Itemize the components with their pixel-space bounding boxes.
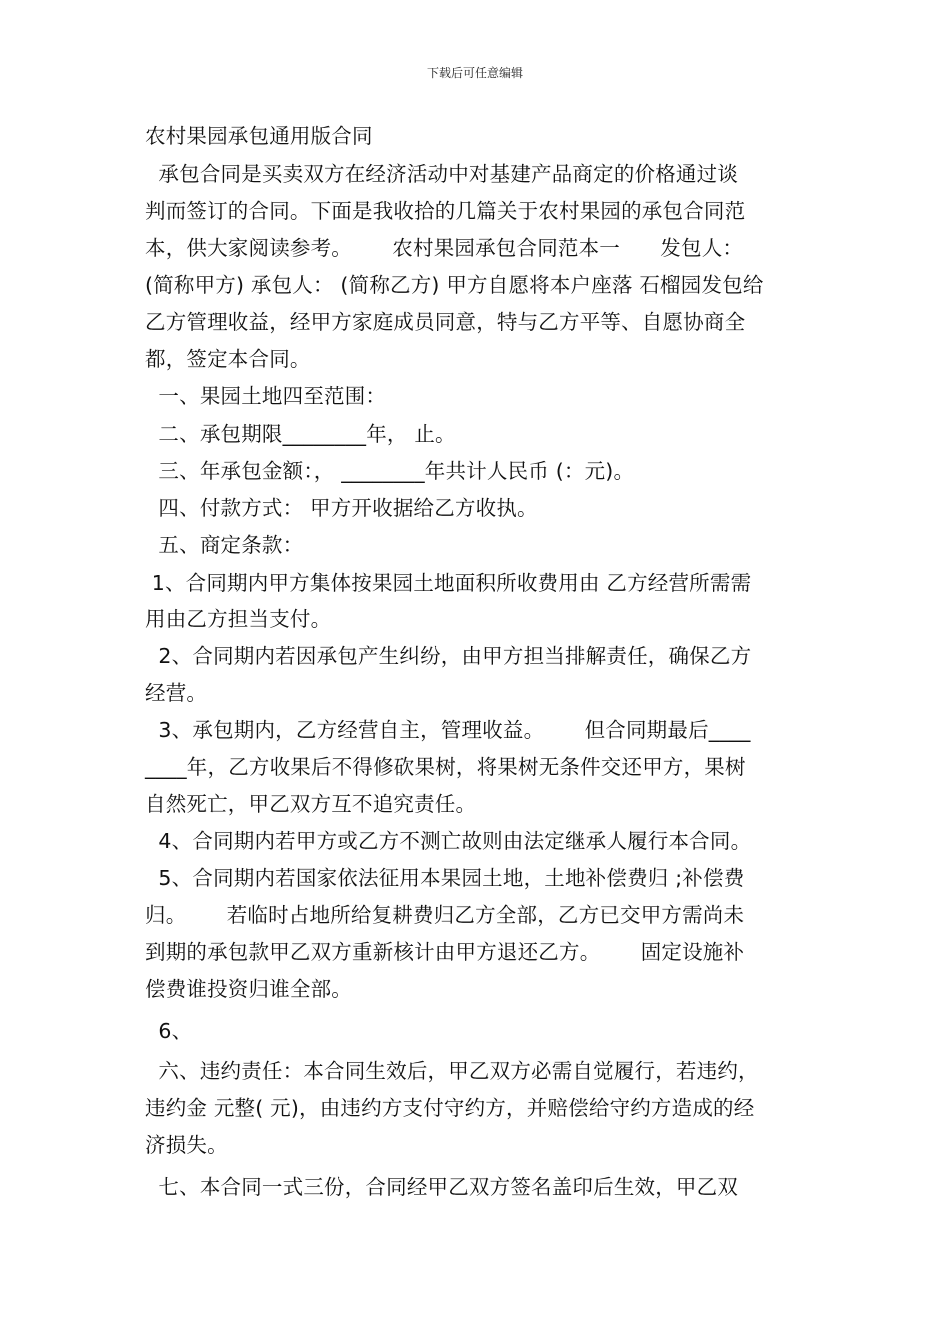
text-line: 济损失。 bbox=[145, 1133, 228, 1157]
text-line: 乙方管理收益，经甲方家庭成员同意，特与乙方平等、自愿协商全 bbox=[145, 310, 746, 334]
text-line: 三、年承包金额：， ________年共计人民币 (：元)。 bbox=[145, 459, 635, 483]
doc-title: 农村果园承包通用版合同 bbox=[145, 124, 373, 148]
text-line: 承包合同是买卖双方在经济活动中对基建产品商定的价格通过谈 bbox=[145, 162, 739, 186]
text-line: 2、合同期内若因承包产生纠纷，由甲方担当排解责任，确保乙方 bbox=[145, 644, 752, 668]
text-line: (简称甲方) 承包人： (简称乙方) 甲方自愿将本户座落 石榴园发包给 bbox=[145, 273, 764, 297]
text-line: 二、承包期限________年， 止。 bbox=[145, 422, 456, 446]
page-header: 下载后可任意编辑 bbox=[426, 66, 523, 80]
text-line: 用由乙方担当支付。 bbox=[145, 607, 332, 631]
text-line: 本，供大家阅读参考。 农村果园承包合同范本一 发包人： bbox=[145, 236, 744, 260]
text-line: 5、合同期内若国家依法征用本果园土地，土地补偿费归 ;补偿费 bbox=[145, 866, 745, 890]
text-line: 判而签订的合同。下面是我收拾的几篇关于农村果园的承包合同范 bbox=[145, 199, 746, 223]
text-line: 1、合同期内甲方集体按果园土地面积所收费用由 乙方经营所需需 bbox=[145, 571, 752, 595]
text-line: 到期的承包款甲乙双方重新核计由甲方退还乙方。 固定设施补 bbox=[145, 940, 745, 964]
text-line: 都，签定本合同。 bbox=[145, 347, 311, 371]
text-line: 七、本合同一式三份，合同经甲乙双方签名盖印后生效，甲乙双 bbox=[145, 1175, 739, 1199]
text-line: 五、商定条款： bbox=[145, 533, 304, 557]
text-line: 归。 若临时占地所给复耕费归乙方全部，乙方已交甲方需尚未 bbox=[145, 903, 745, 927]
text-line: ____年，乙方收果后不得修砍果树，将果树无条件交还甲方，果树 bbox=[145, 755, 746, 779]
text-line: 六、违约责任：本合同生效后，甲乙双方必需自觉履行，若违约， bbox=[145, 1059, 759, 1083]
text-line: 3、承包期内，乙方经营自主，管理收益。 但合同期最后____ bbox=[145, 718, 751, 742]
text-line: 违约金 元整( 元)，由违约方支付守约方，并赔偿给守约方造成的经 bbox=[145, 1096, 755, 1120]
text-line: 4、合同期内若甲方或乙方不测亡故则由法定继承人履行本合同。 bbox=[145, 829, 752, 853]
text-line: 经营。 bbox=[145, 681, 208, 705]
text-line: 偿费谁投资归谁全部。 bbox=[145, 977, 352, 1001]
text-line: 自然死亡，甲乙双方互不追究责任。 bbox=[145, 792, 477, 816]
text-line: 四、付款方式： 甲方开收据给乙方收执。 bbox=[145, 496, 538, 520]
text-line: 6、 bbox=[145, 1019, 193, 1043]
text-line: 一、果园土地四至范围： bbox=[145, 384, 387, 408]
